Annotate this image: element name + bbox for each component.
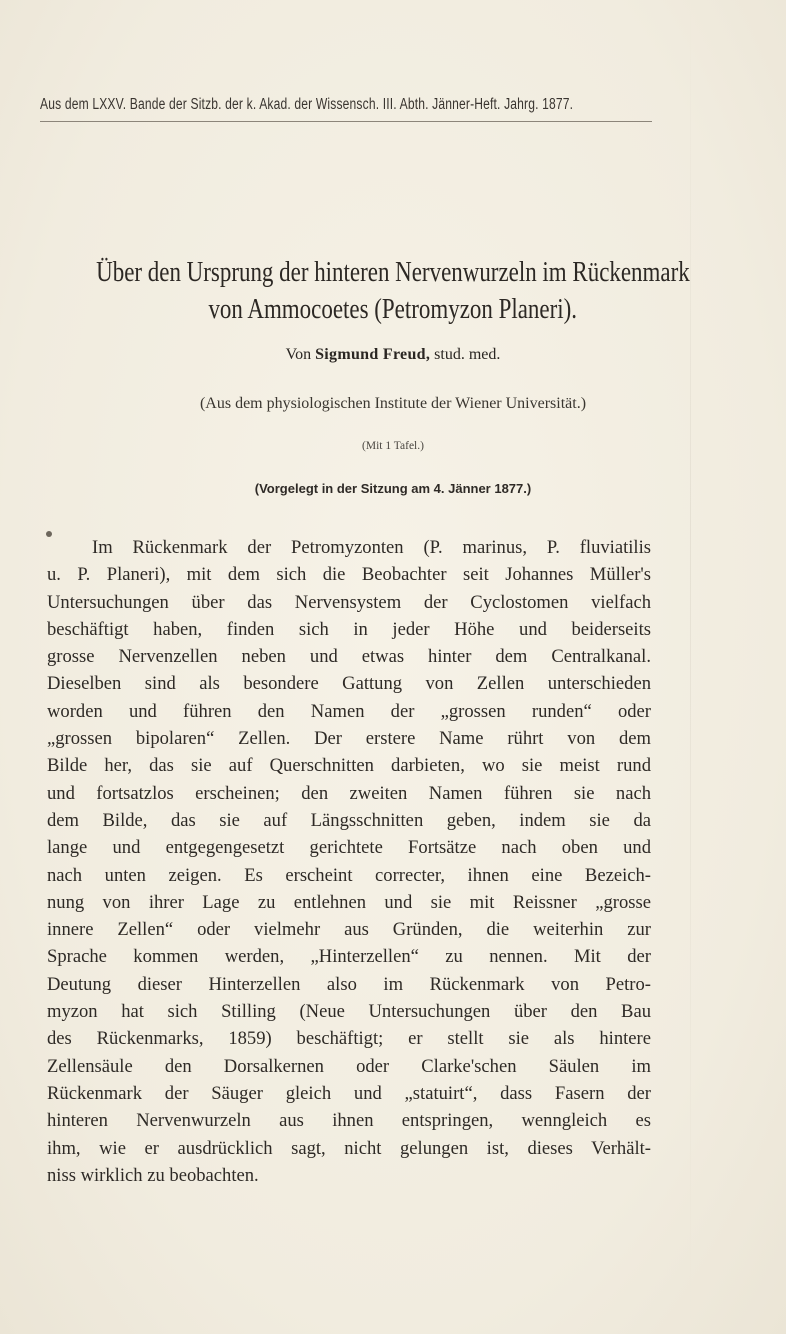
body-line: „grossen bipolaren“ Zellen. Der erstere Name rührt von dem: [47, 728, 651, 750]
body-line: dem Bilde, das sie auf Längsschnitten geben, indem sie da: [47, 809, 651, 831]
body-line: Dieselben sind als besondere Gattung von Zellen unterschieden: [47, 673, 651, 695]
body-paragraph: [47, 534, 651, 1189]
header-rule: [40, 121, 652, 122]
title-line-2: [0, 296, 786, 324]
plate-note: (Mit 1 Tafel.): [362, 440, 424, 452]
body-line: und fortsatzlos erscheinen; den zweiten Namen führen sie nach: [47, 782, 651, 804]
body-line: des Rückenmarks, 1859) beschäftigt; er stellt sie als hintere: [47, 1028, 651, 1050]
body-line: Sprache kommen werden, „Hinterzellen“ zu nennen. Mit der: [47, 946, 651, 968]
title-line-2-text: von Ammocoetes (Petromyzon Planeri).: [208, 294, 578, 325]
author-suffix: stud. med.: [434, 346, 501, 363]
body-line: Im Rückenmark der Petromyzonten (P. marinus, P. fluviatilis: [92, 537, 651, 558]
page-fold-shadow: [690, 0, 691, 1334]
body-line: Deutung dieser Hinterzellen also im Rückenmark von Petro-: [47, 973, 651, 995]
body-line: myzon hat sich Stilling (Neue Untersuchungen über den Bau: [47, 1001, 651, 1023]
body-line: worden und führen den Namen der „grossen runden“ oder: [47, 700, 651, 722]
author-prefix: Von: [285, 346, 312, 363]
body-line: u. P. Planeri), mit dem sich die Beobachter seit Johannes Müller's: [47, 564, 651, 586]
author-name: Sigmund Freud,: [315, 346, 431, 363]
body-line: nung von ihrer Lage zu entlehnen und sie mit Reissner „grosse: [47, 891, 651, 913]
body-line: grosse Nervenzellen neben und etwas hinter dem Centralkanal.: [47, 646, 651, 668]
body-line: Zellensäule den Dorsalkernen oder Clarke'schen Säulen im: [47, 1055, 651, 1077]
body-line: ihm, wie er ausdrücklich sagt, nicht gelungen ist, dieses Verhält-: [47, 1137, 651, 1159]
body-line: Rückenmark der Säuger gleich und „statuirt“, dass Fasern der: [47, 1082, 651, 1104]
body-line: beschäftigt haben, finden sich in jeder Höhe und beiderseits: [47, 618, 651, 640]
running-head: Aus dem LXXV. Bande der Sitzb. der k. Akad. der Wissensch. III. Abth. Jänner-Heft. Jahrg. 1877.: [40, 96, 574, 113]
title-line-1: [0, 259, 786, 287]
submitted-note: (Vorgelegt in der Sitzung am 4. Jänner 1877.): [254, 481, 532, 496]
body-line: lange und entgegengesetzt gerichtete Fortsätze nach oben und: [47, 837, 651, 859]
institute-line: (Aus dem physiologischen Institute der Wiener Universität.): [199, 395, 587, 412]
body-line: Untersuchungen über das Nervensystem der Cyclostomen vielfach: [47, 591, 651, 613]
title-line-1-text: Über den Ursprung der hinteren Nervenwurzeln im Rückenmark: [96, 257, 690, 288]
body-line: nach unten zeigen. Es erscheint correcter, ihnen eine Bezeich-: [47, 864, 651, 886]
body-line: Bilde her, das sie auf Querschnitten darbieten, wo sie meist rund: [47, 755, 651, 777]
body-line: innere Zellen“ oder vielmehr aus Gründen, die weiterhin zur: [47, 919, 651, 941]
body-line: hinteren Nervenwurzeln aus ihnen entspringen, wenngleich es: [47, 1110, 651, 1132]
author-line: [0, 346, 786, 364]
body-line: niss wirklich zu beobachten.: [47, 1164, 259, 1186]
